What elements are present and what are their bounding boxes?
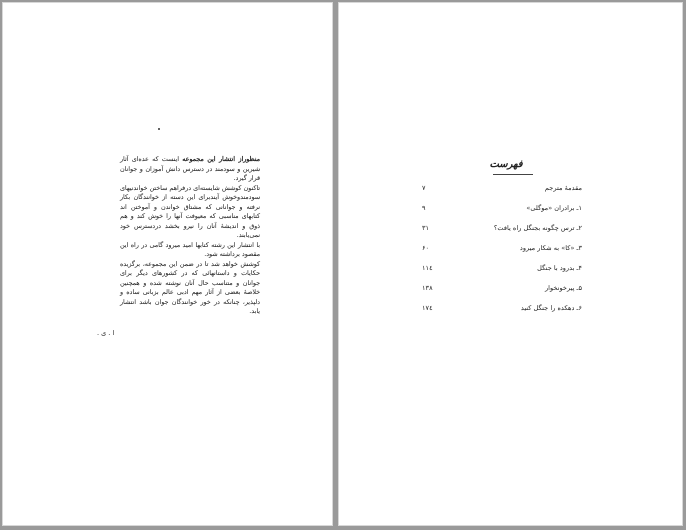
left-page [2, 2, 333, 526]
toc-entry [422, 184, 582, 204]
toc-entry-page: ۷ [422, 184, 426, 192]
toc-entry-title: ۴ـ بدرود با جنگل [537, 264, 582, 272]
toc-entry-title: ۵ـ پیرخونخوار [544, 284, 582, 292]
toc-entry-page: ۱۳۸ [422, 284, 433, 292]
intro-paragraph: تاکنون کوشش شایسته‌ای درفراهم ساختن خواندنیهای سودمندوخوش آیندبرای این دسته از خوانندگان بکار نرفته و جوانانی که مشتاق خواندن و آموختن اند کتابهای مناسبی که معیوفت آنها را خوش کند و هم ذوق و اندیشهٔ آنان را نیرو بخشد دردسترس خود نمی‌یابند. [120, 184, 260, 239]
toc-entry-page: ۹ [422, 204, 426, 212]
toc-entry-page: ۱۱٤ [422, 264, 433, 272]
toc-entry [422, 264, 582, 284]
table-of-contents [422, 184, 582, 324]
page-speck [158, 128, 160, 130]
intro-text [120, 155, 260, 317]
toc-entry-title: ۶ـ دهکده را جنگل کنید [520, 304, 582, 312]
toc-entry-page: ۳۱ [422, 224, 430, 232]
signature-initials: ا . ی . [97, 329, 115, 337]
intro-paragraph: منظوراز انتشار این مجموعه اینست که عده‌ای آثار شیرین و سودمند در دسترس دانش آموزان و جوانان قرار گیرد. [120, 156, 260, 182]
toc-title: فهرست [489, 159, 523, 170]
toc-entry [422, 284, 582, 304]
toc-entry [422, 304, 582, 324]
toc-entry [422, 224, 582, 244]
toc-entry-page: ۱۷٤ [422, 304, 433, 312]
toc-entry [422, 244, 582, 264]
toc-entry-page: ۶۰ [422, 244, 430, 252]
intro-lead: منظوراز انتشار این مجموعه [182, 156, 260, 163]
intro-paragraph: کوشش خواهد شد تا در ضمن این مجموعه، برگزیده حکایات و داستانهائی که در کشورهای دیگر برای جوانان و متناسب حال آنان نوشته شده و همچنین خلاصهٔ بعضی از آثار مهم ادبی عالم بزبانی ساده و دلپذیر، چنانکه در خور خوانندگان جوان باشد انتشار یابد. [120, 260, 260, 315]
toc-entry-title: ۲ـ ترس چگونه بجنگل راه یافت؟ [493, 224, 582, 232]
toc-entry [422, 204, 582, 224]
intro-paragraph: با انتشار این رشته کتابها امید میرود گامی در راه این مقصود برداشته شود. [120, 241, 260, 258]
right-page [338, 2, 683, 526]
toc-entry-title: ۱ـ برادران «موگلی» [526, 204, 582, 212]
toc-entry-title: ۳ـ «کا» به شکار میرود [519, 244, 582, 252]
toc-entry-title: مقدمهٔ مترجم [544, 184, 582, 192]
toc-title-underline [493, 174, 533, 175]
